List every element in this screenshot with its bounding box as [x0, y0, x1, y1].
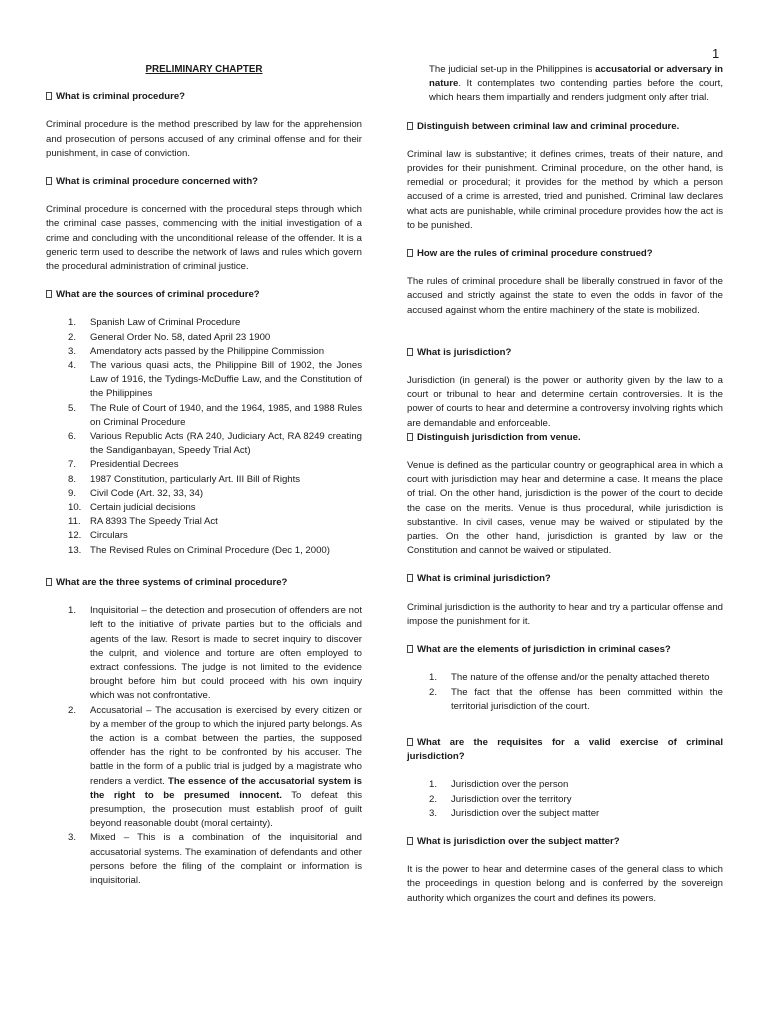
checkbox-bullet-icon [407, 574, 413, 582]
list-item: 9. Civil Code (Art. 32, 33, 34) [68, 487, 204, 499]
answer-paragraph: The rules of criminal procedure shall be liberally construed in favor of the accused and strictly against the state to even the odds in favor of the accused against whom the entire machinery of the state is mobilized. [407, 276, 723, 316]
question-heading: Distinguish between criminal law and criminal procedure. [407, 120, 723, 134]
list-item: 2. The fact that the offense has been committed within the territorial jurisdiction of the court. [429, 686, 723, 712]
list-item: 4. The various quasi acts, the Philippine Bill of 1902, the Jones Law of 1916, the Tydings-McDuffie Law, and the Constitution of the Philippines [68, 360, 362, 400]
question-heading: What is jurisdiction? [407, 346, 723, 360]
question-heading: What is jurisdiction over the subject matter? [407, 835, 723, 849]
question-heading: What is criminal jurisdiction? [407, 572, 723, 586]
checkbox-bullet-icon [407, 433, 413, 441]
list-item: 2. General Order No. 58, dated April 23 1900 [68, 331, 271, 343]
checkbox-bullet-icon [46, 290, 52, 298]
list-item: 11. RA 8393 The Speedy Trial Act [68, 516, 218, 528]
list-item: 5. The Rule of Court of 1940, and the 1964, 1985, and 1988 Rules on Criminal Procedure [68, 402, 362, 428]
checkbox-bullet-icon [407, 837, 413, 845]
question-heading: Distinguish jurisdiction from venue. [407, 431, 723, 445]
question-heading: What are the requisites for a valid exercise of criminal jurisdiction? [407, 736, 723, 763]
checkbox-bullet-icon [407, 645, 413, 653]
question-heading: How are the rules of criminal procedure construed? [407, 247, 723, 261]
list-item: 2. Jurisdiction over the territory [429, 793, 572, 805]
page-number: 1 [712, 46, 720, 61]
question-heading: What is criminal procedure? [46, 90, 362, 104]
left-column [46, 63, 362, 902]
answer-paragraph: Criminal procedure is concerned with the procedural steps through which the criminal case passes, commencing with the initial investigation of a crime and concluding with the unconditional release of the offender. It is a generic term used to describe the network of laws and rules which govern the procedural administration of criminal justice. [46, 204, 362, 273]
list-item: 7. Presidential Decrees [68, 459, 179, 471]
answer-paragraph: Venue is defined as the particular country or geographical area in which a court with jurisdiction may hear and determine a case. It means the place of trial. On the other hand, jurisdiction is the power of the court to decide the case on the merits. Venue is thus procedural, while jurisdiction is substantive. In civil cases, venue may be waived or stipulated by the parties. On the other hand, jurisdiction is granted by law or the Constitution and cannot be waived or stipulated. [407, 460, 723, 557]
list-item: 2. Accusatorial – The accusation is exercised by every citizen or by a member of the group to which the injured party belongs. As the action is a combat between the parties, the supposed offender has the right to be confronted by his accuser. The battle in the form of a public trial is judged by a magistrate who renders a verdict. The essence of the accusatorial system is the right to be presumed innocent. To defeat this presumption, the prosecution must establish proof of guilt beyond reasonable doubt (moral certainty). [68, 704, 362, 830]
checkbox-bullet-icon [407, 348, 413, 356]
checkbox-bullet-icon [407, 249, 413, 257]
list-item: 1. Spanish Law of Criminal Procedure [68, 317, 241, 329]
question-heading: What are the sources of criminal procedure? [46, 288, 362, 302]
list-item: 1. Jurisdiction over the person [429, 779, 569, 791]
question-heading: What is criminal procedure concerned with? [46, 175, 362, 189]
answer-paragraph: Criminal procedure is the method prescribed by law for the apprehension and prosecution of persons accused of any criminal offense and for their punishment, in case of conviction. [46, 119, 362, 159]
list-item: 8. 1987 Constitution, particularly Art. III Bill of Rights [68, 473, 301, 485]
checkbox-bullet-icon [46, 177, 52, 185]
list-item: 10. Certain judicial decisions [68, 502, 196, 514]
checkbox-bullet-icon [46, 92, 52, 100]
list-item: 1. The nature of the offense and/or the penalty attached thereto [429, 672, 710, 684]
continued-paragraph: The judicial set-up in the Philippines is accusatorial or adversary in nature. It contemplates two contending parties before the court, which hears them impartially and renders judgment only after trial. [429, 64, 723, 104]
sources-list [68, 316, 362, 557]
checkbox-bullet-icon [407, 738, 413, 746]
answer-paragraph: It is the power to hear and determine cases of the general class to which the proceedings in question belong and is conferred by the sovereign authority which organizes the court and defines its powers. [407, 864, 723, 904]
list-item: 6. Various Republic Acts (RA 240, Judiciary Act, RA 8249 creating the Sandiganbayan, Speedy Trial Act) [68, 431, 362, 457]
list-item: 13. The Revised Rules on Criminal Procedure (Dec 1, 2000) [68, 544, 330, 556]
checkbox-bullet-icon [407, 122, 413, 130]
requisites-list [429, 778, 723, 821]
list-item: 3. Jurisdiction over the subject matter [429, 807, 600, 819]
answer-paragraph: Criminal jurisdiction is the authority to hear and try a particular offense and impose the punishment for it. [407, 601, 723, 627]
answer-paragraph: Criminal law is substantive; it defines crimes, treats of their nature, and provides for their punishment. Criminal procedure, on the other hand, is remedial or procedural; it provides for the method by which a person accused of a crime is arrested, tried and punished. Criminal law declares what acts are punishable, while criminal procedure provides how the act is to be punished. [407, 148, 723, 231]
question-heading: What are the three systems of criminal procedure? [46, 576, 362, 590]
checkbox-bullet-icon [46, 578, 52, 586]
list-item: 3. Amendatory acts passed by the Philippine Commission [68, 345, 325, 357]
elements-list [429, 671, 723, 714]
chapter-title: PRELIMINARY CHAPTER [145, 64, 263, 75]
right-column [407, 63, 723, 920]
question-heading: What are the elements of jurisdiction in criminal cases? [407, 643, 723, 657]
systems-list [68, 604, 362, 888]
list-item: 3. Mixed – This is a combination of the inquisitorial and accusatorial systems. The examination of defendants and other persons before the filing of the complaint or information is inquisitorial. [68, 832, 362, 886]
answer-paragraph: Jurisdiction (in general) is the power or authority given by the law to a court or tribunal to hear and determine certain controversies. It is the power of courts to hear and determine a controversy involving rights which are demandable and enforceable. [407, 375, 723, 429]
list-item: 1. Inquisitorial – the detection and prosecution of offenders are not left to the initiative of private parties but to the officials and agents of the law. Resort is made to secret inquiry to discover the culprit, and violence and torture are often employed to extract confessions. The judge is not limited to the evidence brought before him but could proceed with his own inquiry which was not confrontative. [68, 605, 362, 702]
list-item: 12. Circulars [68, 530, 128, 542]
